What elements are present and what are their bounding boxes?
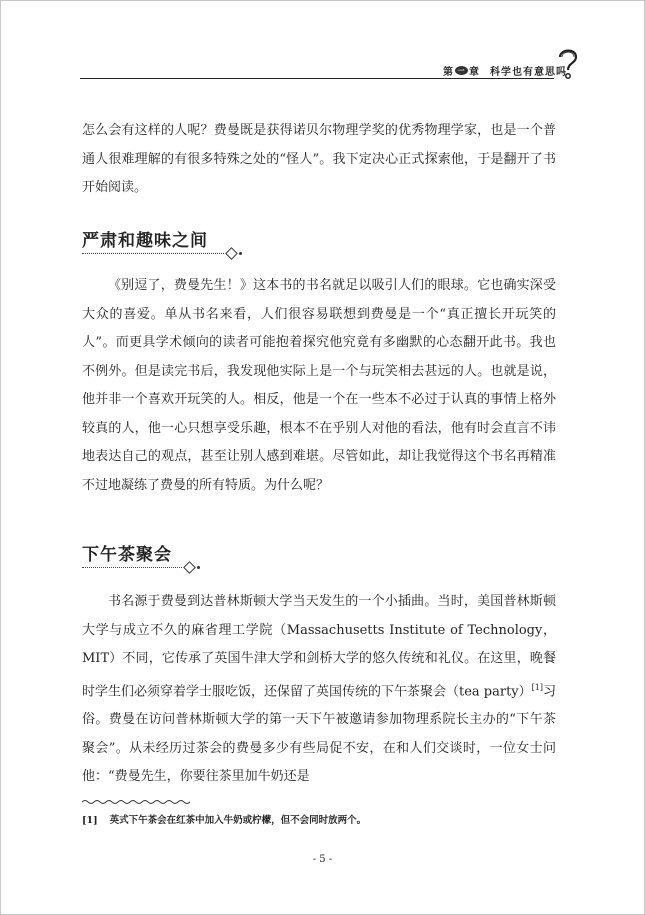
header-rule [80, 78, 554, 79]
question-mark-icon [555, 46, 581, 80]
chapter-number-badge: 一 [455, 66, 468, 75]
footnote [82, 812, 366, 826]
section2-text-part2: 习俗。费曼在访问普林斯顿大学的第一天下午被邀请参加物理系院长主办的“下午茶聚会”。从未经历过茶会的费曼多少有些局促不安，在和人们交谈时，一位女士问他：“费曼先生，你要往茶里加牛奶还是 [82, 683, 557, 785]
intro-paragraph [82, 117, 556, 203]
chapter-suffix: 章 [469, 67, 480, 78]
chapter-title: 科学也有意思吗 [490, 67, 567, 78]
section1-text: 《别逗了，费曼先生！》这本书的书名就足以吸引人们的眼球。它也确实深受大众的喜爱。单从书名来看，人们很容易联想到费曼是一个“真正擅长开玩笑的人”。而更具学术倾向的读者可能抱着探究他究竟有多幽默的心态翻开此书。我也不例外。但是读完书后，我发现他实际上是一个与玩笑相去甚远的人。也就是说，他并非一个喜欢开玩笑的人。相反，他是一个在一些本不必过于认真的事情上格外较真的人，他一心只想享受乐趣，根本不在乎别人对他的看法，他有时会直言不讳地表达自己的观点，甚至让别人感到难堪。尽管如此，却让我觉得这个书名再精准不过地凝练了费曼的所有特质。为什么呢？ [82, 278, 556, 493]
section-heading-1: 严肃和趣味之间 [82, 231, 208, 251]
section2-text-part1: 书名源于费曼到达普林斯顿大学当天发生的一个小插曲。当时，美国普林斯顿大学与成立不久的麻省理工学院（Massachusetts Institute of Technology，MIT）不同，它传承了英国牛津大学和剑桥大学的悠久传统和礼仪。在这里，晚餐时学生们必须穿着学士服吃饭，还保留了英国传统的下午茶聚会（tea party） [82, 594, 556, 699]
intro-text: 怎么会有这样的人呢？费曼既是获得诺贝尔物理学奖的优秀物理学家，也是一个普通人很难理解的有很多特殊之处的“怪人”。我下定决心正式探索他，于是翻开了书开始阅读。 [82, 123, 556, 195]
footnote-rule [82, 799, 190, 805]
footnote-reference[interactable]: [1] [531, 682, 543, 692]
running-header [443, 63, 567, 78]
chapter-prefix: 第 [443, 67, 454, 78]
heading-ornament-1 [82, 248, 252, 258]
page-number: - 5 - [312, 854, 333, 865]
section1-paragraph [82, 272, 556, 500]
diamond-icon [225, 247, 238, 260]
footnote-marker: [1] [82, 815, 98, 826]
section2-paragraph [82, 588, 556, 792]
footnote-text: 英式下午茶会在红茶中加入牛奶或柠檬，但不会同时放两个。 [109, 815, 367, 826]
heading-ornament-2 [82, 562, 212, 572]
diamond-icon [183, 561, 196, 574]
section-heading-2: 下午茶聚会 [82, 545, 172, 565]
